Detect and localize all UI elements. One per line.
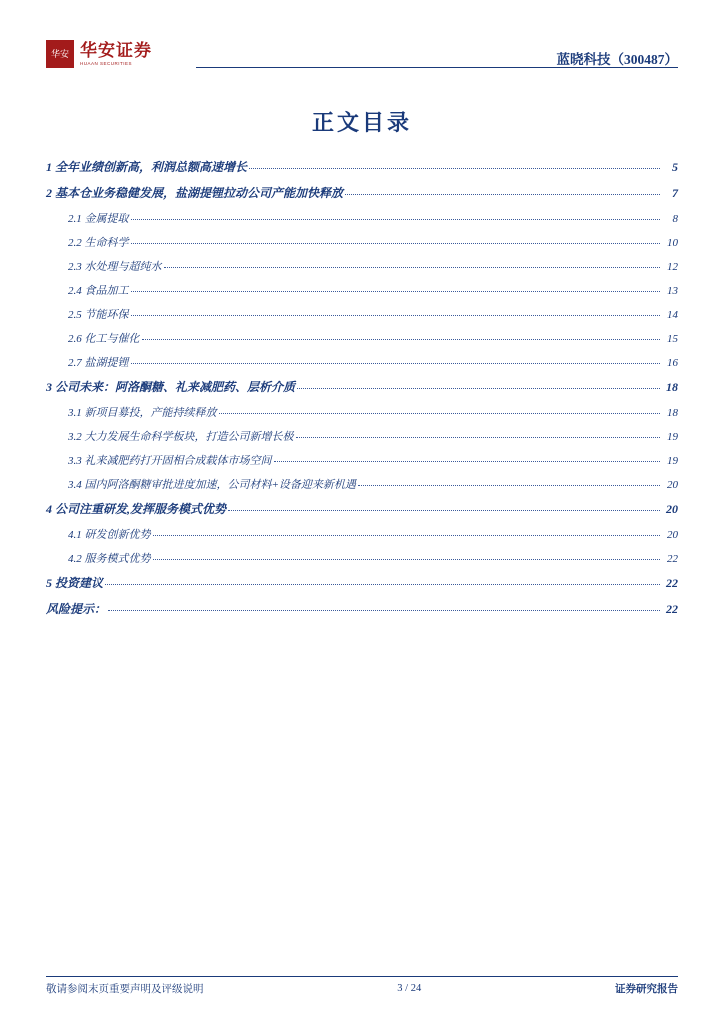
company-logo	[46, 40, 152, 68]
toc-leader	[296, 436, 661, 438]
toc-entry[interactable]	[46, 211, 678, 227]
toc-entry-page: 7	[672, 186, 678, 200]
page-title: 正文目录	[311, 110, 412, 135]
toc-entry[interactable]	[46, 379, 678, 395]
toc-entry-page: 5	[672, 160, 678, 174]
page-number: 3 / 24	[397, 983, 422, 994]
toc-entry[interactable]	[46, 501, 678, 517]
toc-leader	[249, 167, 660, 169]
footer-divider	[46, 976, 678, 977]
toc-entry[interactable]	[46, 283, 678, 299]
toc-entry[interactable]	[46, 429, 678, 445]
toc-leader	[108, 609, 660, 611]
page-header	[46, 40, 678, 84]
toc-leader	[105, 583, 660, 585]
toc-entry-label: 3.2 大力发展生命科学板块，打造公司新增长极	[68, 431, 294, 443]
toc-entry-page: 22	[667, 553, 678, 565]
toc-entry-page: 18	[666, 380, 678, 394]
toc-entry-label: 2.6 化工与催化	[68, 333, 140, 345]
toc-entry-page: 22	[666, 602, 678, 616]
toc-leader	[297, 387, 660, 389]
toc-leader	[274, 460, 661, 462]
header-divider	[196, 67, 678, 68]
toc-leader	[153, 558, 661, 560]
toc-leader	[153, 534, 661, 536]
logo-english-name: HUAAN SECURITIES	[80, 61, 133, 66]
toc-entry[interactable]	[46, 307, 678, 323]
toc-entry-label: 3.4 国内阿洛酮糖审批进度加速，公司材料+设备迎来新机遇	[68, 479, 356, 491]
toc-entry[interactable]	[46, 185, 678, 201]
toc-entry-label: 5 投资建议	[46, 576, 104, 590]
toc-leader	[345, 193, 660, 195]
footer-content	[46, 981, 678, 996]
toc-entry[interactable]	[46, 551, 678, 567]
toc-entry-page: 15	[667, 333, 678, 345]
toc-entry-page: 12	[667, 261, 678, 273]
toc-leader	[358, 484, 660, 486]
toc-entry-label: 3.1 新项目募投，产能持续释放	[68, 407, 217, 419]
toc-entry-page: 8	[672, 213, 678, 225]
toc-leader	[131, 218, 661, 220]
toc-leader	[131, 314, 661, 316]
toc-entry-label: 2.4 食品加工	[68, 285, 129, 297]
toc-entry-page: 14	[667, 309, 678, 321]
toc-entry[interactable]	[46, 405, 678, 421]
toc-entry-page: 19	[667, 431, 678, 443]
toc-entry[interactable]	[46, 159, 678, 175]
toc-entry[interactable]	[46, 235, 678, 251]
toc-leader	[142, 338, 661, 340]
logo-chinese-name: 华安证券	[80, 41, 152, 60]
toc-entry-label: 2.1 金属提取	[68, 213, 129, 225]
toc-entry-page: 16	[667, 357, 678, 369]
toc-entry-label: 2 基本仓业务稳健发展，盐湖提锂拉动公司产能加快释放	[46, 186, 344, 200]
toc-entry-page: 13	[667, 285, 678, 297]
toc-entry-page: 20	[667, 529, 678, 541]
footer-disclaimer: 敬请参阅末页重要声明及评级说明	[46, 984, 204, 995]
toc-entry-page: 19	[667, 455, 678, 467]
toc-entry-label: 2.7 盐湖提锂	[68, 357, 129, 369]
toc-entry-label: 3.3 礼来减肥药打开固相合成载体市场空间	[68, 455, 272, 467]
logo-seal-icon: 华安	[46, 40, 74, 68]
toc-entry[interactable]	[46, 331, 678, 347]
toc-leader	[131, 242, 661, 244]
report-subject: 蓝晓科技（300487）	[556, 52, 678, 67]
toc-entry-page: 10	[667, 237, 678, 249]
toc-leader	[164, 266, 661, 268]
toc-entry[interactable]	[46, 259, 678, 275]
toc-entry[interactable]	[46, 453, 678, 469]
toc-entry[interactable]	[46, 477, 678, 493]
toc-entry-page: 20	[667, 479, 678, 491]
toc-entry-page: 20	[666, 502, 678, 516]
toc-entry-page: 22	[666, 576, 678, 590]
toc-entry-label: 2.3 水处理与超纯水	[68, 261, 162, 273]
page-footer	[46, 976, 678, 996]
toc-entry[interactable]	[46, 575, 678, 591]
footer-report-type: 证券研究报告	[615, 984, 678, 995]
toc-entry[interactable]	[46, 355, 678, 371]
toc-leader	[228, 509, 660, 511]
toc-entry[interactable]	[46, 601, 678, 617]
toc-entry-label: 2.2 生命科学	[68, 237, 129, 249]
toc-leader	[131, 290, 661, 292]
toc-entry-label: 4.2 服务模式优势	[68, 553, 151, 565]
toc-leader	[131, 362, 661, 364]
toc-leader	[219, 412, 661, 414]
logo-text	[80, 41, 152, 67]
toc-entry-label: 3 公司未来：阿洛酮糖、礼来减肥药、层析介质	[46, 380, 296, 394]
toc-entry-label: 4.1 研发创新优势	[68, 529, 151, 541]
toc-entry-label: 风险提示：	[46, 602, 107, 616]
toc-entry-label: 1 全年业绩创新高，利润总额高速增长	[46, 160, 248, 174]
toc-entry-page: 18	[667, 407, 678, 419]
toc-entry-label: 4 公司注重研发,发挥服务模式优势	[46, 502, 227, 516]
toc-entry-label: 2.5 节能环保	[68, 309, 129, 321]
toc-entry[interactable]	[46, 527, 678, 543]
table-of-contents	[46, 159, 678, 617]
